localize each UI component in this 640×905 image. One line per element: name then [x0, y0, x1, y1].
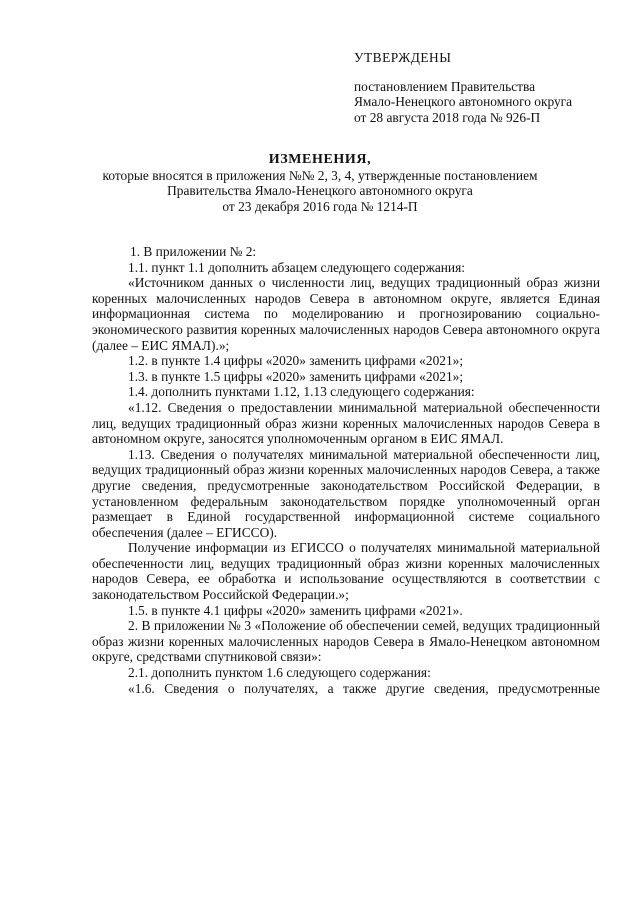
approval-line: от 28 августа 2018 года № 926-П	[354, 109, 541, 125]
paragraph: Получение информации из ЕГИССО о получателях минимальной материальной обеспеченности лиц, ведущих традиционный образ жизни коренных малочисленных народов Севера, ее обработка и использование осуществляются в соответствии с законодательством Российской Федерации.»;	[92, 540, 600, 603]
document-title: ИЗМЕНЕНИЯ,	[268, 152, 372, 167]
document-subtitle-line: от 23 декабря 2016 года № 1214-П	[222, 198, 418, 214]
paragraph: 2. В приложении № 3 «Положение об обеспечении семей, ведущих традиционный образ жизни коренных малочисленных народов Севера в Ямало-Ненецком автономном округе, средствами спутниковой связи»:	[92, 618, 600, 665]
section-heading: 1. В приложении № 2:	[130, 244, 257, 259]
document-subtitle-line: Правительства Ямало-Ненецкого автономного округа	[167, 183, 473, 199]
approval-line: постановлением Правительства	[354, 78, 536, 94]
paragraph: 1.2. в пункте 1.4 цифры «2020» заменить цифрами «2021»;	[128, 353, 464, 369]
paragraph: 1.1. пункт 1.1 дополнить абзацем следующего содержания:	[128, 259, 465, 275]
approval-stamp	[354, 50, 572, 125]
paragraph: 2.1. дополнить пунктом 1.6 следующего содержания:	[128, 665, 431, 681]
paragraph: «1.12. Сведения о предоставлении минимальной материальной обеспеченности лиц, ведущих традиционный образ жизни коренных малочисленных народов Севера в автономном округе, заносятся уполномоченным органом в ЕИС ЯМАЛ.	[92, 399, 600, 447]
document-body	[92, 244, 600, 696]
document-subtitle-line: которые вносятся в приложения №№ 2, 3, 4, утвержденные постановлением	[102, 167, 538, 183]
approval-line: Ямало-Ненецкого автономного округа	[354, 94, 573, 110]
paragraph: «1.6. Сведения о получателях, а также другие сведения, предусмотренные	[128, 680, 600, 696]
document-title-block	[0, 152, 640, 214]
paragraph: 1.5. в пункте 4.1 цифры «2020» заменить цифрами «2021».	[128, 602, 463, 618]
approval-heading: УТВЕРЖДЕНЫ	[354, 50, 452, 65]
paragraph: «Источником данных о численности лиц, ведущих традиционный образ жизни коренных малочисленных народов Севера в автономном округе, является Единая информационная система по моделированию и прогнозированию социально-экономического развития коренных малочисленных народов Севера автономного округа (далее – ЕИС ЯМАЛ).»;	[92, 275, 600, 353]
paragraph: 1.13. Сведения о получателях минимальной материальной обеспеченности лиц, ведущих традиционный образ жизни коренных малочисленных народов Севера, а также другие сведения, предусмотренные законодательством Российской Федерации, в установленном федеральным законодательством порядке уполномоченный орган размещает в Единой государственной информационной системе социального обеспечения (далее – ЕГИССО).	[92, 446, 600, 540]
paragraph: 1.3. в пункте 1.5 цифры «2020» заменить цифрами «2021»;	[128, 368, 464, 384]
paragraph: 1.4. дополнить пунктами 1.12, 1.13 следующего содержания:	[128, 384, 475, 400]
